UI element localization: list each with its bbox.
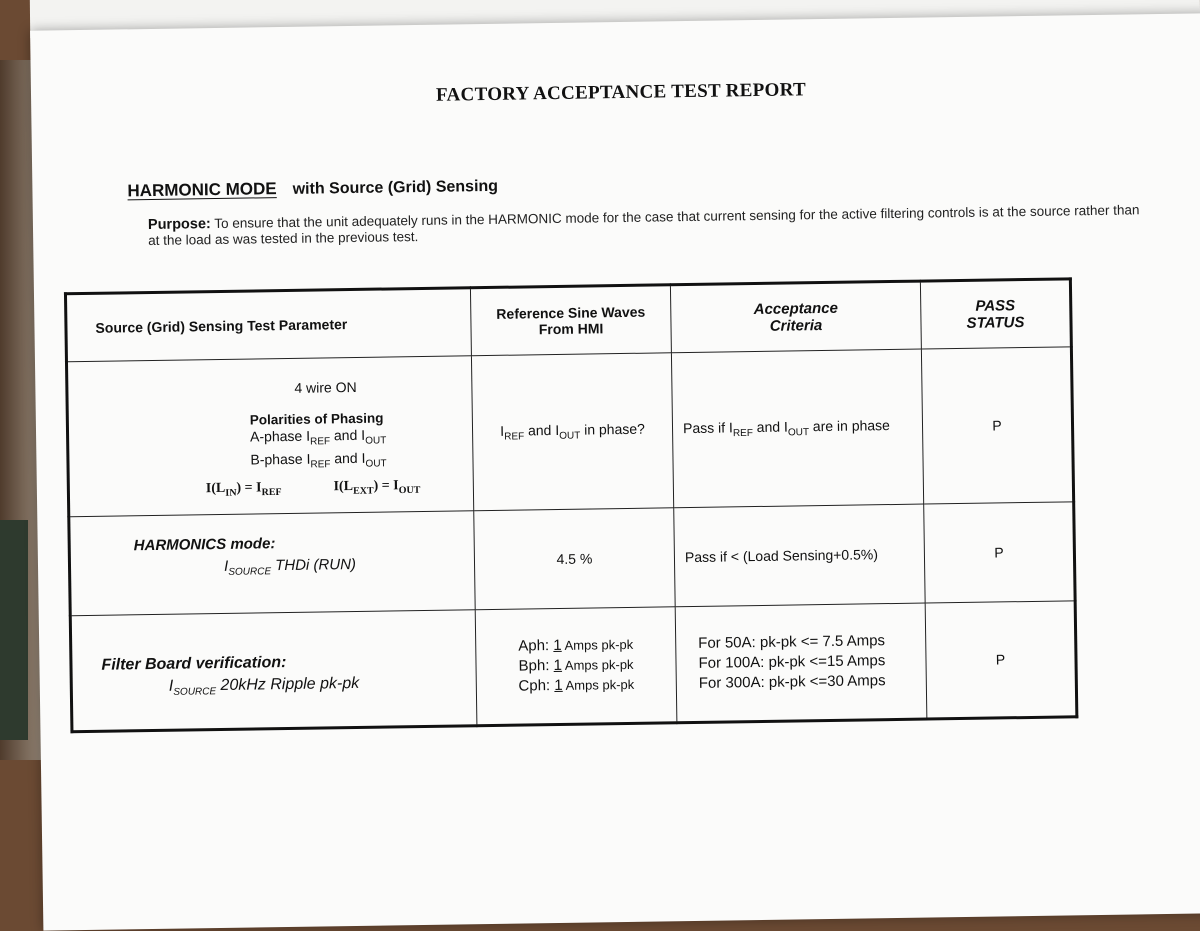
row1-reference: $I_{REF}$ and $I_{OUT}$ in phase?	[471, 353, 673, 511]
filter-ripple: $I_{SOURCE}$ 20kHz Ripple pk-pk	[168, 674, 360, 698]
row1-criteria: Pass if $I_{REF}$ and $I_{OUT}$ are in phase	[671, 349, 923, 508]
purpose-paragraph	[148, 202, 1148, 249]
row1-status: P	[921, 347, 1073, 504]
row3-reference	[475, 607, 677, 726]
row2-parameter	[69, 511, 475, 616]
polarities-title: Polarities of Phasing	[249, 410, 384, 428]
section-mode: HARMONIC MODE	[127, 179, 277, 201]
table-row	[66, 347, 1073, 517]
bph-line: Bph: 1 Amps pk-pk	[518, 656, 634, 675]
row3-criteria: For 50A: pk-pk <= 7.5 Amps For 100A: pk-pk <=15 Amps For 300A: pk-pk <=30 Amps	[675, 603, 927, 723]
background-dark-object	[0, 520, 28, 740]
cph-line: Cph: 1 Amps pk-pk	[518, 676, 635, 695]
row2-status: P	[924, 502, 1075, 603]
row2-reference: 4.5 %	[474, 508, 675, 610]
row2-criteria: Pass if < (Load Sensing+0.5%)	[674, 504, 925, 607]
harmonics-thdi: $I_{SOURCE}$ THDi (RUN)	[223, 555, 357, 578]
b-phase-line: B-phase $I_{REF}$ and $I_{OUT}$	[250, 449, 387, 471]
purpose-text: To ensure that the unit adequately runs in the HARMONIC mode for the case that current sensing for the active filtering controls is at the source rather than at the load as was tested in the previous test.	[148, 202, 1140, 249]
report-title: FACTORY ACCEPTANCE TEST REPORT	[435, 79, 807, 106]
wire-on-label: 4 wire ON	[294, 378, 357, 396]
aph-line: Aph: 1 Amps pk-pk	[518, 636, 634, 655]
section-heading	[127, 176, 498, 201]
row1-parameter	[66, 356, 473, 517]
row3-status: P	[925, 601, 1077, 719]
section-subtitle: with Source (Grid) Sensing	[292, 177, 499, 198]
row3-parameter	[70, 610, 477, 732]
polarities-block	[250, 411, 387, 475]
header-acceptance: Acceptance Criteria	[670, 281, 921, 353]
filter-board-title: Filter Board verification:	[101, 654, 287, 674]
report-page	[30, 13, 1200, 930]
eq-lext: $I(L_{EXT}) = I_{OUT}$	[333, 478, 421, 497]
a-phase-line: A-phase $I_{REF}$ and $I_{OUT}$	[249, 426, 387, 448]
purpose-label: Purpose:	[147, 216, 211, 234]
harmonics-title: HARMONICS mode:	[133, 535, 276, 555]
current-equations	[206, 478, 421, 499]
test-table	[64, 277, 1078, 733]
eq-lin: $I(L_{IN}) = I_{REF}$	[205, 480, 282, 499]
table-row	[70, 601, 1077, 732]
header-reference: Reference Sine Waves From HMI	[470, 285, 671, 356]
header-parameter: Source (Grid) Sensing Test Parameter	[65, 288, 471, 362]
table-row	[69, 502, 1075, 616]
header-pass-status: PASS STATUS	[920, 279, 1071, 349]
